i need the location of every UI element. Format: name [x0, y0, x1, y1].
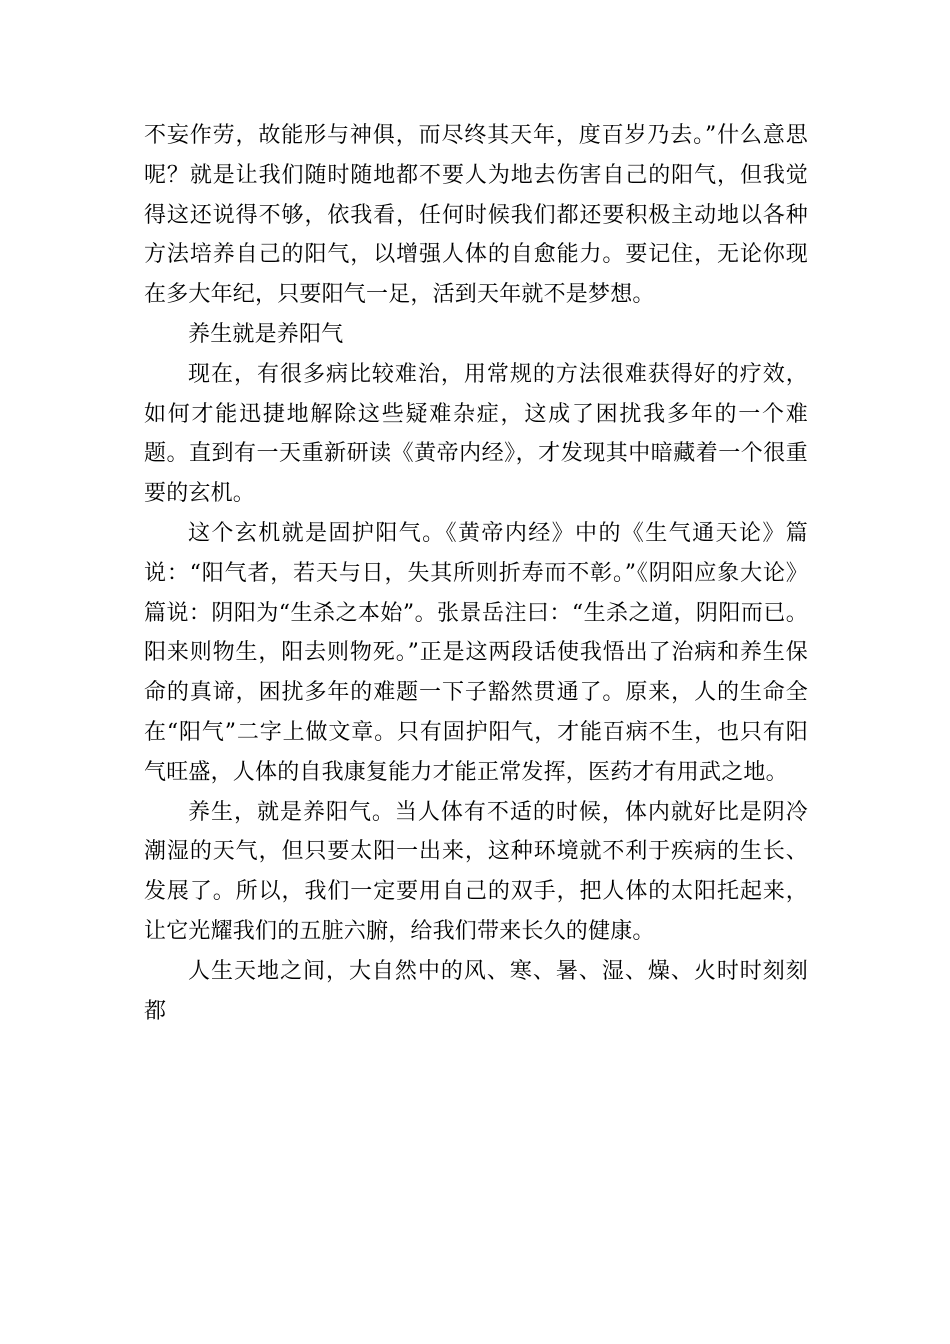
section-heading: 养生就是养阳气: [188, 321, 344, 347]
paragraph: 这个玄机就是固护阳气。《黄帝内经》中的《生气通天论》篇说：“阳气者，若天与日，失其所则折寿而不彰。”《阴阳应象大论》篇说：阴阳为“生杀之本始”。张景岳注曰：“生杀之道，阴阳而已。阳来则物生，阳去则物死。”正是这两段话使我悟出了治病和养生保命的真谛，困扰多年的难题一下子豁然贯通了。原来，人的生命全在“阳气”二字上做文章。只有固护阳气，才能百病不生，也只有阳气旺盛，人体的自我康复能力才能正常发挥，医药才有用武之地。: [144, 520, 808, 785]
document-body: [144, 116, 808, 1031]
paragraph-continuation: 不妄作劳，故能形与神俱，而尽终其天年，度百岁乃去。”什么意思呢？就是让我们随时随地都不要人为地去伤害自己的阳气，但我觉得这还说得不够，依我看，任何时候我们都还要积极主动地以各种方法培养自己的阳气，以增强人体的自愈能力。要记住，无论你现在多大年纪，只要阳气一足，活到天年就不是梦想。: [144, 123, 808, 308]
paragraph: 现在，有很多病比较难治，用常规的方法很难获得好的疗效，如何才能迅捷地解除这些疑难杂症，这成了困扰我多年的一个难题。直到有一天重新研读《黄帝内经》，才发现其中暗藏着一个很重要的玄机。: [144, 361, 808, 507]
paragraph: 养生，就是养阳气。当人体有不适的时候，体内就好比是阴冷潮湿的天气，但只要太阳一出来，这种环境就不利于疾病的生长、发展了。所以，我们一定要用自己的双手，把人体的太阳托起来，让它光耀我们的五脏六腑，给我们带来长久的健康。: [144, 799, 808, 944]
paragraph: 人生天地之间，大自然中的风、寒、暑、湿、燥、火时时刻刻都: [144, 958, 808, 1024]
